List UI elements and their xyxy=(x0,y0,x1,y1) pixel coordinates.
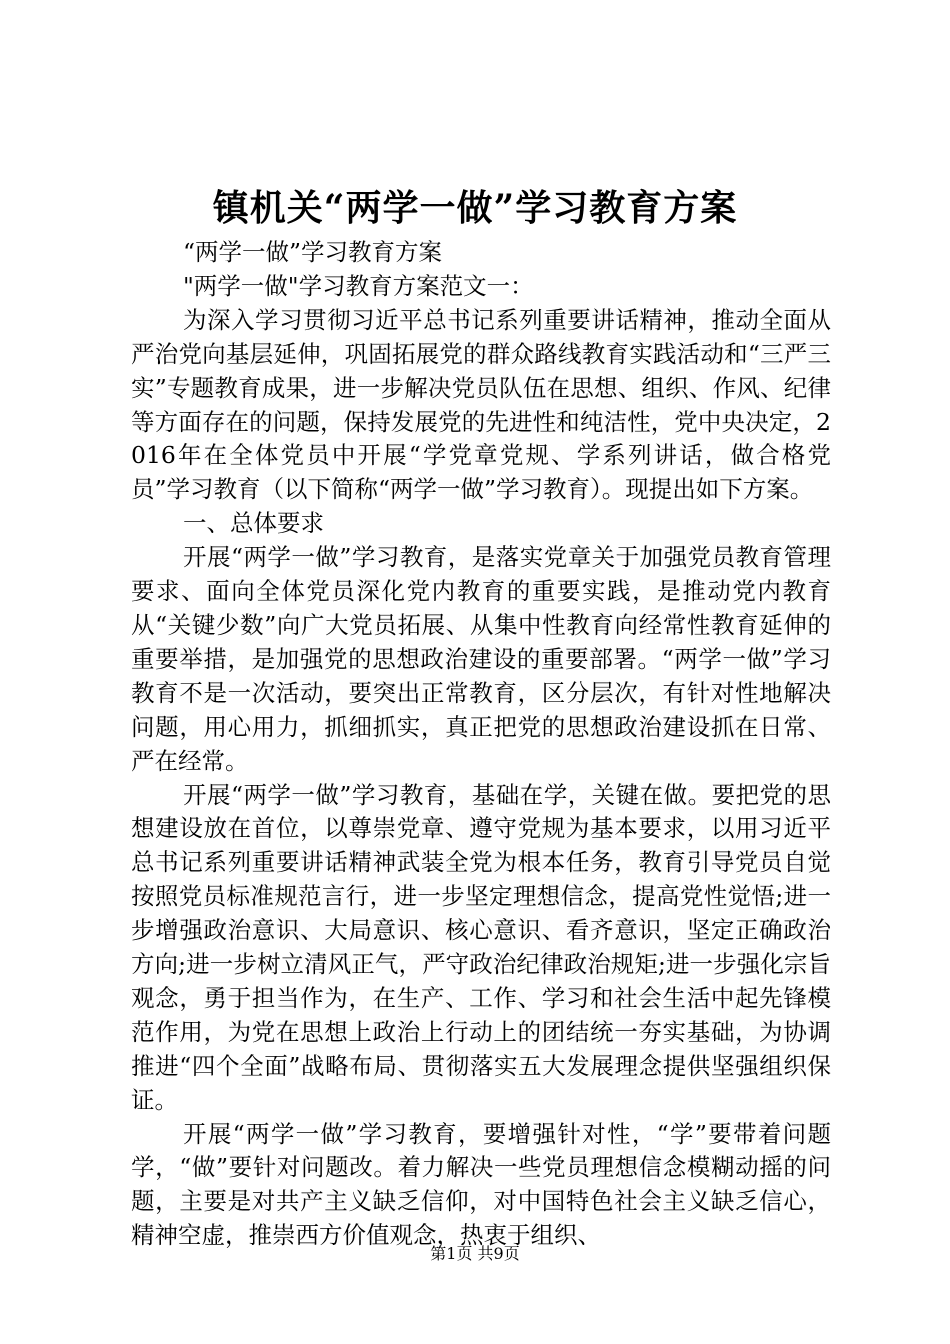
section-heading-general-requirements: 一、总体要求 xyxy=(183,509,324,538)
document-body xyxy=(131,236,831,1253)
page-number-footer: 第1页 共9页 xyxy=(430,1244,520,1263)
document-title: 镇机关“两学一做”学习教育方案 xyxy=(212,187,738,229)
paragraph-body: 开展“两学一做”学习教育，是落实党章关于加强党员教育管理要求、面向全体党员深化党内教育的重要实践，是推动党内教育从“关键少数”向广大党员拓展、从集中性教育向经常性教育延伸的重要举措，是加强党的思想政治建设的重要部署。“两学一做”学习教育不是一次活动，要突出正常教育，区分层次，有针对性地解决问题，用心用力，抓细抓实，真正把党的思想政治建设抓在日常、严在经常。 xyxy=(131,543,831,775)
paragraph-intro: 为深入学习贯彻习近平总书记系列重要讲话精神，推动全面从严治党向基层延伸，巩固拓展党的群众路线教育实践活动和“三严三实”专题教育成果，进一步解决党员队伍在思想、组织、作风、纪律等方面存在的问题，保持发展党的先进性和纯洁性，党中央决定，2016年在全体党员中开展“学党章党规、学系列讲话，做合格党员”学习教育（以下简称“两学一做”学习教育）。现提出如下方案。 xyxy=(131,305,831,504)
paragraph-body: 开展“两学一做”学习教育，要增强针对性，“学”要带着问题学，“做”要针对问题改。着力解决一些党员理想信念模糊动摇的问题，主要是对共产主义缺乏信仰，对中国特色社会主义缺乏信心，精神空虚，推崇西方价值观念，热衷于组织、 xyxy=(131,1119,831,1250)
paragraph-subtitle: “两学一做”学习教育方案 xyxy=(183,238,443,266)
paragraph-sample-heading: "两学一做"学习教育方案范文一： xyxy=(183,271,534,300)
paragraph-body: 开展“两学一做”学习教育，基础在学，关键在做。要把党的思想建设放在首位，以尊崇党章、遵守党规为基本要求，以用习近平总书记系列重要讲话精神武装全党为根本任务，教育引导党员自觉按照党员标准规范言行，进一步坚定理想信念，提高党性觉悟;进一步增强政治意识、大局意识、核心意识、看齐意识，坚定正确政治方向;进一步树立清风正气，严守政治纪律政治规矩;进一步强化宗旨观念，勇于担当作为，在生产、工作、学习和社会生活中起先锋模范作用，为党在思想上政治上行动上的团结统一夯实基础，为协调推进“四个全面”战略布局、贯彻落实五大发展理念提供坚强组织保证。 xyxy=(131,780,831,1114)
